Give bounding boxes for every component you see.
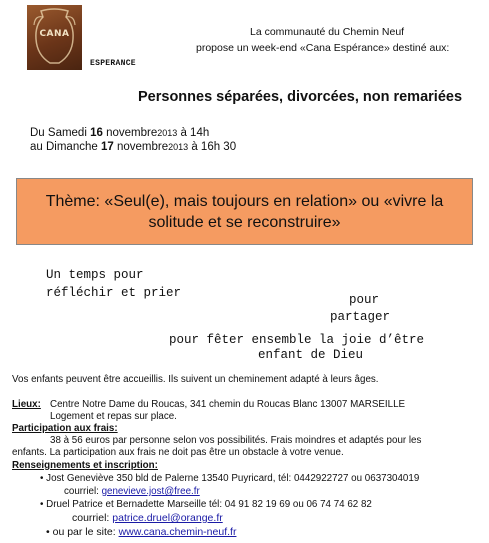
intro-line-1: La communauté du Chemin Neuf	[250, 26, 405, 38]
cana-logo	[27, 5, 82, 70]
children-note: Vos enfants peuvent être accueillis. Ils suivent un cheminement adapté à leurs âges.	[12, 374, 379, 385]
contact-druel-mail: courriel: patrice.druel@orange.fr	[72, 512, 223, 524]
program-line: pour fêter ensemble la joie d’être	[169, 333, 425, 347]
bullet-icon: •	[40, 499, 44, 510]
contact-label: Renseignements et inscription:	[12, 460, 158, 471]
contact-jost-mail: courriel: genevieve.jost@free.fr	[64, 486, 200, 497]
date-end: au Dimanche 17 novembre2013 à 16h 30	[30, 141, 237, 153]
contact-druel: • Druel Patrice et Bernadette Marseille tél: 04 91 82 19 69 ou 06 74 74 62 82	[40, 499, 372, 510]
theme-text: Thème: «Seul(e), mais toujours en relation» ou «vivre la solitude et se reconstruire»	[45, 192, 444, 231]
program-line: enfant de Dieu	[258, 348, 364, 362]
email-link[interactable]: patrice.druel@orange.fr	[112, 512, 223, 524]
participation-line-2: enfants. La participation aux frais ne doit pas être un obstacle à votre venue.	[12, 447, 344, 458]
lieux-label: Lieux:	[12, 399, 41, 410]
contact-site: • ou par le site: www.cana.chemin-neuf.fr	[46, 526, 237, 538]
email-link[interactable]: genevieve.jost@free.fr	[101, 486, 200, 497]
bullet-icon: •	[46, 526, 50, 538]
intro-line-2: propose un week-end «Cana Espérance» destiné aux:	[196, 42, 450, 54]
esperance-label: ESPERANCE	[90, 59, 136, 68]
website-link[interactable]: www.cana.chemin-neuf.fr	[118, 526, 237, 538]
participation-line-1: 38 à 56 euros par personne selon vos possibilités. Frais moindres et adaptés pour les	[50, 435, 422, 446]
lieux-address: Centre Notre Dame du Roucas, 341 chemin du Roucas Blanc 13007 MARSEILLE	[50, 399, 406, 410]
headline: Personnes séparées, divorcées, non remariées	[138, 89, 463, 105]
logo-text: CANA	[39, 29, 70, 39]
program-line: réfléchir et prier	[46, 286, 182, 300]
program-line: partager	[330, 310, 391, 324]
program-line: pour	[349, 293, 380, 307]
participation-label: Participation aux frais:	[12, 423, 118, 434]
lieux-lodging: Logement et repas sur place.	[50, 411, 177, 422]
theme-box	[16, 178, 473, 245]
date-start: Du Samedi 16 novembre2013 à 14h	[30, 127, 210, 139]
contact-jost: • Jost Geneviève 350 bld de Palerne 13540 Puyricard, tél: 0442922727 ou 0637304019	[40, 473, 420, 484]
program-line: Un temps pour	[46, 268, 144, 282]
bullet-icon: •	[40, 473, 44, 484]
